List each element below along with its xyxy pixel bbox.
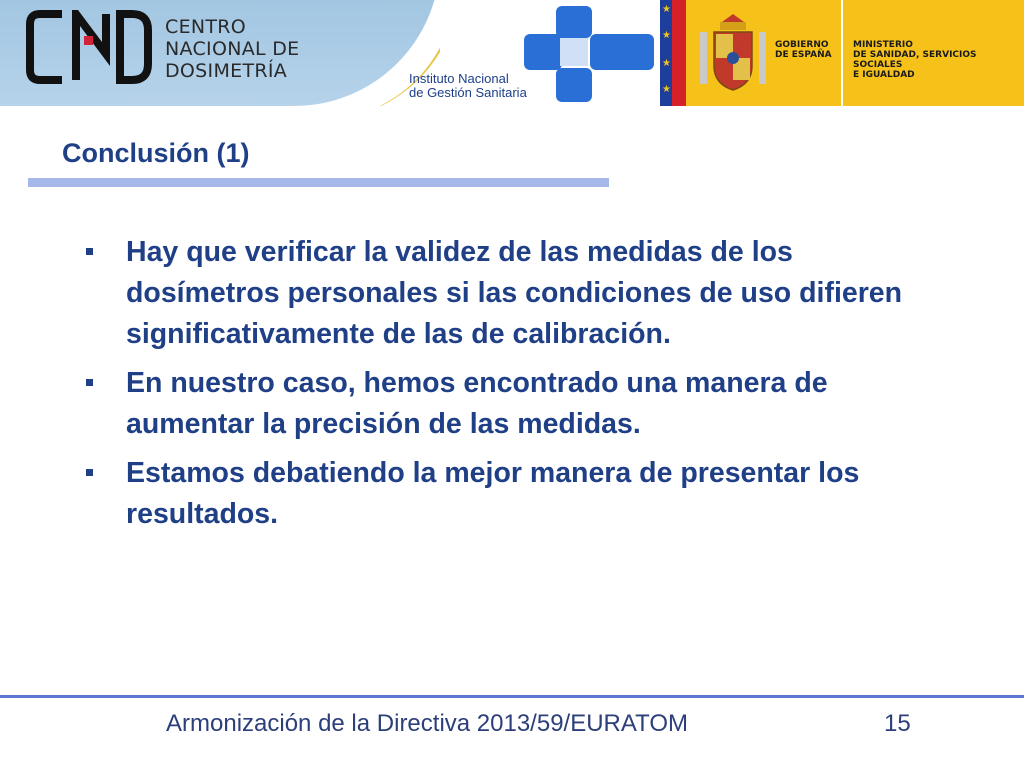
eu-star-icon: ★ [662, 4, 671, 15]
page-number: 15 [884, 710, 911, 737]
slide-title: Conclusión (1) [62, 138, 250, 168]
gobierno-label [775, 40, 832, 60]
coat-of-arms-icon [698, 12, 768, 94]
eu-star-icon: ★ [662, 30, 671, 41]
government-divider [841, 0, 843, 106]
bullet-item [86, 453, 946, 535]
bullet-square-icon [86, 379, 93, 386]
ministerio-line3: E IGUALDAD [853, 70, 915, 80]
ingesa-name-line1: Instituto Nacional [409, 71, 509, 86]
footer-divider [0, 695, 1024, 698]
bullet-square-icon [86, 248, 93, 255]
bullet-text: Estamos debatiendo la mejor manera de presentar los resultados. [126, 457, 860, 530]
bullet-list [86, 232, 946, 543]
gobierno-line1: GOBIERNO [775, 40, 829, 50]
bullet-item [86, 232, 946, 355]
ministerio-line1: MINISTERIO [853, 40, 913, 50]
ingesa-name-line2: de Gestión Sanitaria [409, 85, 527, 100]
bullet-item [86, 363, 946, 445]
ingesa-name [409, 72, 527, 100]
eu-star-icon: ★ [662, 84, 671, 95]
cnd-name-line1: CENTRO [165, 16, 247, 38]
bullet-square-icon [86, 469, 93, 476]
cnd-name [165, 16, 299, 82]
cnd-panel [0, 0, 440, 106]
header-banner [0, 0, 1024, 106]
cnd-logo [26, 10, 152, 84]
eu-star-icon: ★ [662, 58, 671, 69]
gobierno-line2: DE ESPAÑA [775, 50, 832, 60]
cnd-name-line2: NACIONAL DE [165, 38, 300, 60]
cnd-name-line3: DOSIMETRÍA [165, 60, 288, 82]
bullet-text: Hay que verificar la validez de las medidas de los dosímetros personales si las condiciones de uso difieren significativamente de las de calibración. [126, 236, 903, 350]
ministerio-label [853, 40, 1024, 80]
footer-title: Armonización de la Directiva 2013/59/EURATOM [166, 710, 688, 737]
ingesa-cross-logo [516, 2, 662, 106]
title-underline [28, 178, 609, 187]
ministerio-line2: DE SANIDAD, SERVICIOS SOCIALES [853, 50, 977, 70]
spain-flag-strip [672, 0, 686, 106]
bullet-text: En nuestro caso, hemos encontrado una manera de aumentar la precisión de las medidas. [126, 367, 828, 440]
